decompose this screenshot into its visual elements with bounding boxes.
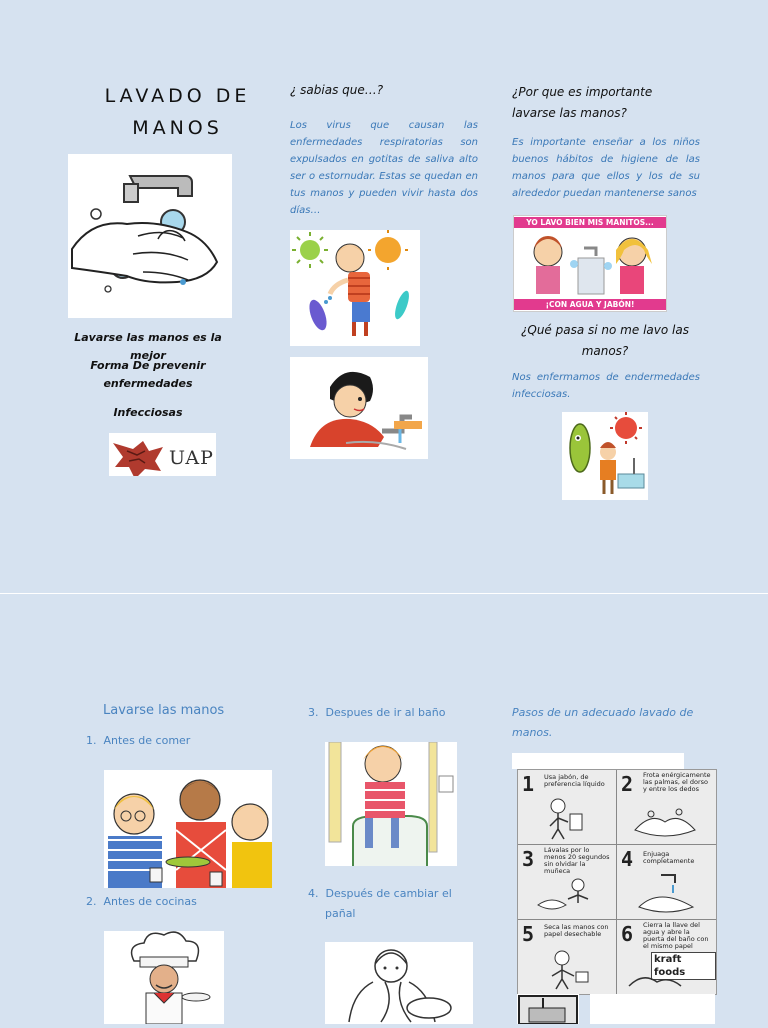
- kids-eating-illustration: [104, 770, 272, 888]
- uap-logo: UAP: [109, 433, 216, 476]
- list-item-1: 1. Antes de comer: [86, 734, 191, 747]
- list-item-4: 4. Después de cambiar el pañal: [308, 887, 452, 920]
- brochure-title: LAVADO DE MANOS: [104, 85, 251, 139]
- steps-header-strip: [512, 753, 684, 769]
- list-item-3: 3. Despues de ir al baño: [308, 706, 446, 719]
- bathroom-illustration: [325, 742, 457, 866]
- kraft-foods-logo: kraft foods: [651, 952, 716, 980]
- did-you-know-body: Los virus que causan las enfermedades respiratorias son expulsados en gotitas de saliva alto ser o estornudar. Estas se quedan en tus manos y pueden vivir hasta dos días…: [290, 120, 478, 216]
- caption-line3: Infecciosas: [113, 406, 183, 419]
- handwashing-poster: YO LAVO BIEN MIS MANITOS... ¡CON AGUA Y JABÓN!: [513, 215, 667, 312]
- list-item-2: 2. Antes de cocinas: [86, 895, 197, 908]
- chef-illustration: [104, 931, 224, 1024]
- step-5: 5 Seca las manos con papel desechable: [518, 920, 617, 994]
- why-important-heading: ¿Por que es importante lavarse las manos?: [512, 85, 653, 120]
- step-1: 1 Usa jabón, de preferencia líquido: [518, 770, 617, 845]
- what-happens-answer: Nos enfermamos de endermedades infecciosas.: [512, 372, 700, 400]
- caption-line1: Lavarse las manos es la mejor: [74, 331, 222, 362]
- steps-heading: Pasos de un adecuado lavado de manos.: [512, 706, 694, 739]
- bottom-col1-title: Lavarse las manos: [103, 703, 225, 718]
- why-important-body: Es importante enseñar a los niños buenos hábitos de higiene de las manos para que ellos y los de su alrededor puedan mantenerse sanos: [512, 137, 700, 199]
- blank-panel: [590, 994, 715, 1024]
- handwashing-illustration: [68, 154, 232, 318]
- girl-washing-illustration: [290, 357, 428, 459]
- step-3: 3 Lávalas por lo menos 20 segundos sin olvidar la muñeca: [518, 845, 617, 920]
- step-2: 2 Frota enérgicamente las palmas, el dorso y entre los dedos: [617, 770, 716, 845]
- page-separator: [0, 593, 768, 594]
- caption-line2: Forma De prevenir enfermedades: [90, 359, 206, 390]
- sink-thumbnail: [517, 994, 579, 1024]
- diaper-change-illustration: [325, 942, 473, 1024]
- germ-monster-illustration: [562, 412, 648, 500]
- what-happens-question: ¿Qué pasa si no me lavo las manos?: [521, 323, 689, 358]
- did-you-know-heading: ¿ sabias que…?: [290, 83, 384, 97]
- handwashing-steps-grid: [517, 769, 717, 995]
- step-6: 6 Cierra la llave del agua y abre la puerta del baño con el mismo papel kraft foods: [617, 920, 716, 994]
- step-4: 4 Enjuaga completamente: [617, 845, 716, 920]
- germs-illustration: [290, 230, 420, 346]
